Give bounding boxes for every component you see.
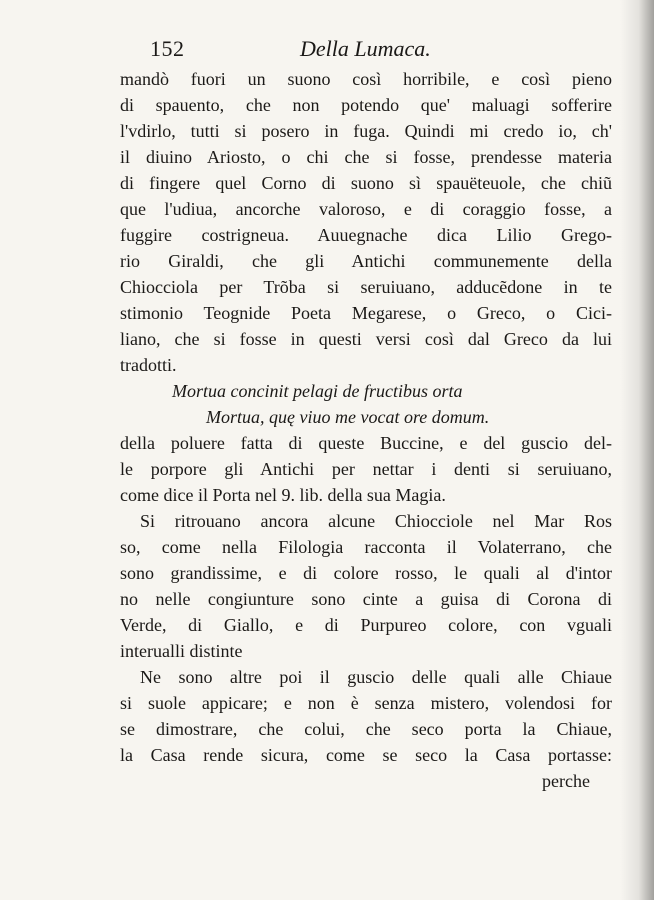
verse-line: Mortua, quę viuo me vocat ore domum. bbox=[206, 407, 490, 427]
text-line: no nelle congiunture sono cinte a guisa di Corona di bbox=[120, 589, 612, 609]
text-block bbox=[120, 66, 612, 794]
page-header bbox=[150, 34, 470, 64]
text-line: mandò fuori un suono così horribile, e così pieno bbox=[120, 69, 612, 89]
text-line: sono grandissime, e di colore rosso, le quali al d'intor bbox=[120, 563, 612, 583]
text-line: tradotti. bbox=[120, 355, 177, 375]
text-line: di fingere quel Corno di suono sì spauëteuole, che chiũ bbox=[120, 173, 612, 193]
catchword: perche bbox=[542, 771, 590, 791]
text-line: come dice il Porta nel 9. lib. della sua Magia. bbox=[120, 485, 446, 505]
page-gutter-shadow bbox=[620, 0, 654, 900]
page-number: 152 bbox=[150, 36, 185, 61]
text-line: della poluere fatta di queste Buccine, e del guscio del- bbox=[120, 433, 612, 453]
text-line: que l'udiua, ancorche valoroso, e di coraggio fosse, a bbox=[120, 199, 612, 219]
text-line: rio Giraldi, che gli Antichi communemente della bbox=[120, 251, 612, 271]
text-line: si suole appicare; e non è senza mistero, volendosi for bbox=[120, 693, 612, 713]
text-line: se dimostrare, che colui, che seco porta la Chiaue, bbox=[120, 719, 612, 739]
text-line: di spauento, che non potendo que' maluagi sofferire bbox=[120, 95, 612, 115]
text-line: il diuino Ariosto, o chi che si fosse, prendesse materia bbox=[120, 147, 612, 167]
text-line: interualli distinte bbox=[120, 641, 243, 661]
text-line: liano, che si fosse in questi versi così dal Greco da lui bbox=[120, 329, 612, 349]
text-line: Verde, di Giallo, e di Purpureo colore, con vguali bbox=[120, 615, 612, 635]
text-line: so, come nella Filologia racconta il Volaterrano, che bbox=[120, 537, 612, 557]
text-line: le porpore gli Antichi per nettar i denti si seruiuano, bbox=[120, 459, 612, 479]
running-title: Della Lumaca. bbox=[300, 36, 431, 61]
paragraph-first-line: Si ritrouano ancora alcune Chiocciole nel Mar Ros bbox=[140, 511, 612, 531]
paragraph-first-line: Ne sono altre poi il guscio delle quali alle Chiaue bbox=[140, 667, 612, 687]
text-line: Chiocciola per Trõba si seruiuano, adducẽdone in te bbox=[120, 277, 612, 297]
text-line: la Casa rende sicura, come se seco la Casa portasse: bbox=[120, 745, 612, 765]
text-line: l'vdirlo, tutti si posero in fuga. Quindi mi credo io, ch' bbox=[120, 121, 612, 141]
text-line: fuggire costrigneua. Auuegnache dica Lilio Grego- bbox=[120, 225, 612, 245]
verse-line: Mortua concinit pelagi de fructibus orta bbox=[172, 381, 463, 401]
text-line: stimonio Teognide Poeta Megarese, o Greco, o Cici- bbox=[120, 303, 612, 323]
